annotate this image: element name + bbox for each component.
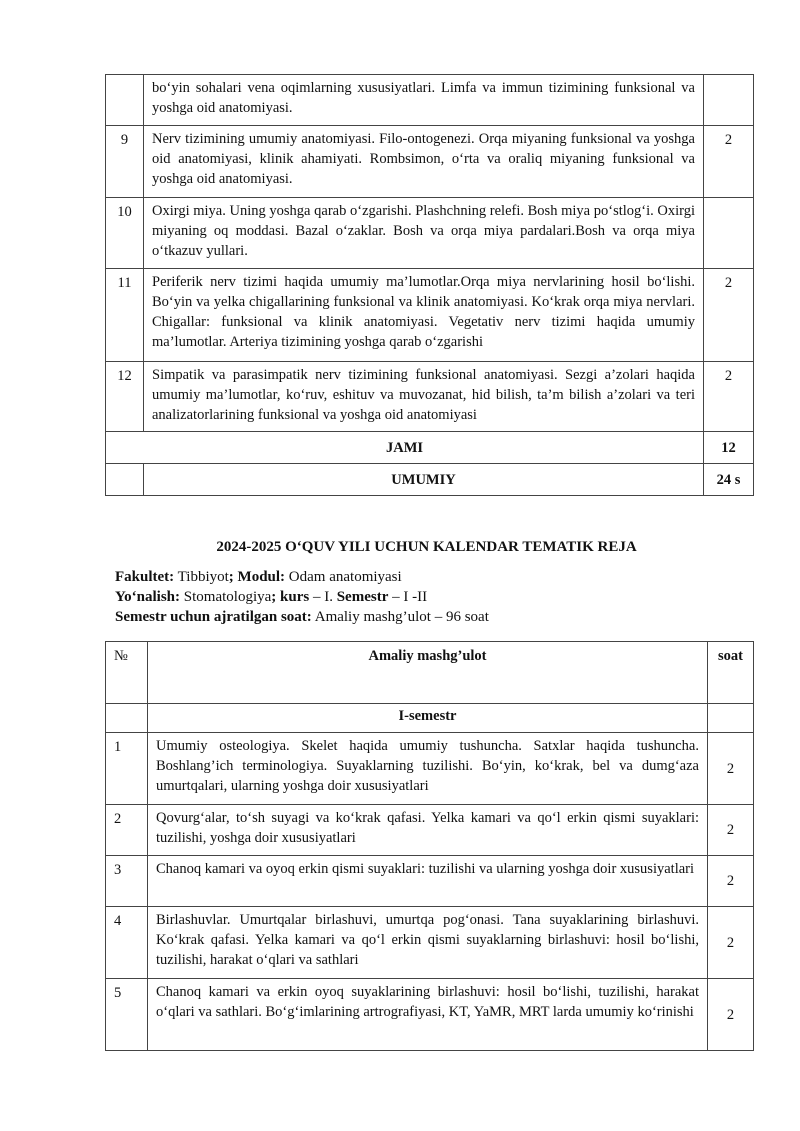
row-topic: Umumiy osteologiya. Skelet haqida umumiy tushuncha. Satxlar haqida tushuncha. Boshlang’ich terminologiya. Suyaklarning tuzilishi. Bo‘yin, ko‘krak, bel va dumg‘aza umurtqalari, ularning yoshga doir xususiyatlari: [148, 733, 708, 805]
empty-cell: [708, 704, 754, 733]
row-topic: Oxirgi miya. Uning yoshga qarab o‘zgarishi. Plashchning relefi. Bosh miya po‘stlog‘i. Oxirgi miyaning oq moddasi. Bazal o‘zaklar. Bosh va orqa miya pardalari.Bosh va orqa miya o‘tkazuv yullari.: [144, 198, 704, 269]
course-value: – I.: [309, 589, 337, 605]
row-number: 2: [106, 805, 148, 856]
table-row: [106, 126, 754, 198]
semester-label: Semestr: [336, 589, 389, 605]
meta-line-faculty: [115, 567, 489, 587]
meta-line-direction: [115, 587, 489, 607]
row-hours: [704, 75, 754, 126]
row-number: 5: [106, 979, 148, 1051]
row-topic: Nerv tizimining umumiy anatomiyasi. Filo-ontogenezi. Orqa miyaning funksional va yoshga oid anatomiyasi, klinik ahamiyati. Rombsimon, o‘rta va oraliq miyaning funksional va yoshga oid anatomiyasi.: [144, 126, 704, 198]
row-topic: Chanoq kamari va oyoq erkin qismi suyaklari: tuzilishi va ularning yoshga doir xususiyatlari: [148, 856, 708, 907]
row-topic: Chanoq kamari va erkin oyoq suyaklarining birlashuvi: hosil bo‘lishi, tuzilishi, harakat o‘qlari va sathlari. Bo‘g‘imlarining artrografiyasi, KT, YaMR, MRT larda umumiy ko‘rinishi: [148, 979, 708, 1051]
table-header-row: [106, 642, 754, 704]
row-hours: 2: [704, 269, 754, 362]
faculty-value: Tibbiyot: [174, 569, 229, 585]
table-row: [106, 733, 754, 805]
table-row: [106, 907, 754, 979]
empty-cell: [106, 464, 144, 496]
table-row: [106, 198, 754, 269]
section-label: I-semestr: [148, 704, 708, 733]
table-row: [106, 75, 754, 126]
row-hours: 2: [708, 979, 754, 1051]
row-number: 4: [106, 907, 148, 979]
header-hours: soat: [708, 642, 754, 704]
direction-label: Yo‘nalish:: [115, 589, 181, 605]
hours-label: Semestr uchun ajratilgan soat:: [115, 609, 312, 625]
header-number: №: [106, 642, 148, 704]
total-value: 12: [704, 432, 754, 464]
grand-total-row: [106, 464, 754, 496]
total-row: [106, 432, 754, 464]
table-row: [106, 362, 754, 432]
row-hours: 2: [704, 362, 754, 432]
row-number: 12: [106, 362, 144, 432]
row-hours: 2: [708, 805, 754, 856]
row-hours: 2: [708, 856, 754, 907]
faculty-label: Fakultet:: [115, 569, 175, 585]
row-hours: 2: [704, 126, 754, 198]
row-hours: 2: [708, 907, 754, 979]
row-number: [106, 75, 144, 126]
row-topic: Periferik nerv tizimi haqida umumiy ma’lumotlar.Orqa miya nervlarining hosil bo‘lishi. Bo‘yin va yelka chigallarining funksional va klinik anatomiyasi. Ko‘krak orqa miya nervlari. Chigallar: funksional va klinik anatomiyasi. Vegetativ nerv tizimi haqida umumiy ma’lumotlar. Arteriya tizimining yoshga qarab o‘zgarishi: [144, 269, 704, 362]
row-topic: bo‘yin sohalari vena oqimlarning xususiyatlari. Limfa va immun tizimining funksional va yoshga oid anatomiyasi.: [144, 75, 704, 126]
section-row: [106, 704, 754, 733]
row-number: 1: [106, 733, 148, 805]
direction-value: Stomatologiya: [180, 589, 272, 605]
row-number: 3: [106, 856, 148, 907]
table-row: [106, 979, 754, 1051]
calendar-plan-table: [105, 641, 754, 1051]
plan-meta: [115, 567, 489, 627]
curriculum-table-continuation: [105, 74, 754, 496]
plan-title: 2024-2025 O‘QUV YILI UCHUN KALENDAR TEMATIK REJA: [216, 539, 637, 555]
semester-value: – I -II: [388, 589, 428, 605]
table-row: [106, 805, 754, 856]
module-label: ; Modul:: [228, 569, 286, 585]
row-topic: Birlashuvlar. Umurtqalar birlashuvi, umurtqa pog‘onasi. Tana suyaklarining birlashuvi. Ko‘krak qafasi. Yelka kamari va qo‘l erkin qismi suyaklarning birlashuvi: hosil bo‘lishi, tuzilishi, harakat o‘qlari va sathlari: [148, 907, 708, 979]
course-label: ; kurs: [271, 589, 310, 605]
meta-line-hours: [115, 607, 489, 627]
row-hours: [704, 198, 754, 269]
grand-total-value: 24 s: [704, 464, 754, 496]
row-topic: Simpatik va parasimpatik nerv tizimining funksional anatomiyasi. Sezgi a’zolari haqida umumiy ma’lumotlar, ko‘ruv, eshituv va muvozanat, hid bilish, ta’m bilish a’zolari va teri analizatorlarining funksional va yoshga oid anatomiyasi: [144, 362, 704, 432]
table-row: [106, 269, 754, 362]
empty-cell: [106, 704, 148, 733]
hours-value: Amaliy mashg’ulot – 96 soat: [311, 609, 489, 625]
header-title: Amaliy mashg’ulot: [148, 642, 708, 704]
row-number: 11: [106, 269, 144, 362]
total-label: JAMI: [106, 432, 704, 464]
row-number: 10: [106, 198, 144, 269]
table-row: [106, 856, 754, 907]
grand-total-label: UMUMIY: [144, 464, 704, 496]
module-value: Odam anatomiyasi: [285, 569, 402, 585]
row-topic: Qovurg‘alar, to‘sh suyagi va ko‘krak qafasi. Yelka kamari va qo‘l erkin qismi suyaklari: tuzilishi, yoshga doir xususiyatlari: [148, 805, 708, 856]
row-hours: 2: [708, 733, 754, 805]
row-number: 9: [106, 126, 144, 198]
